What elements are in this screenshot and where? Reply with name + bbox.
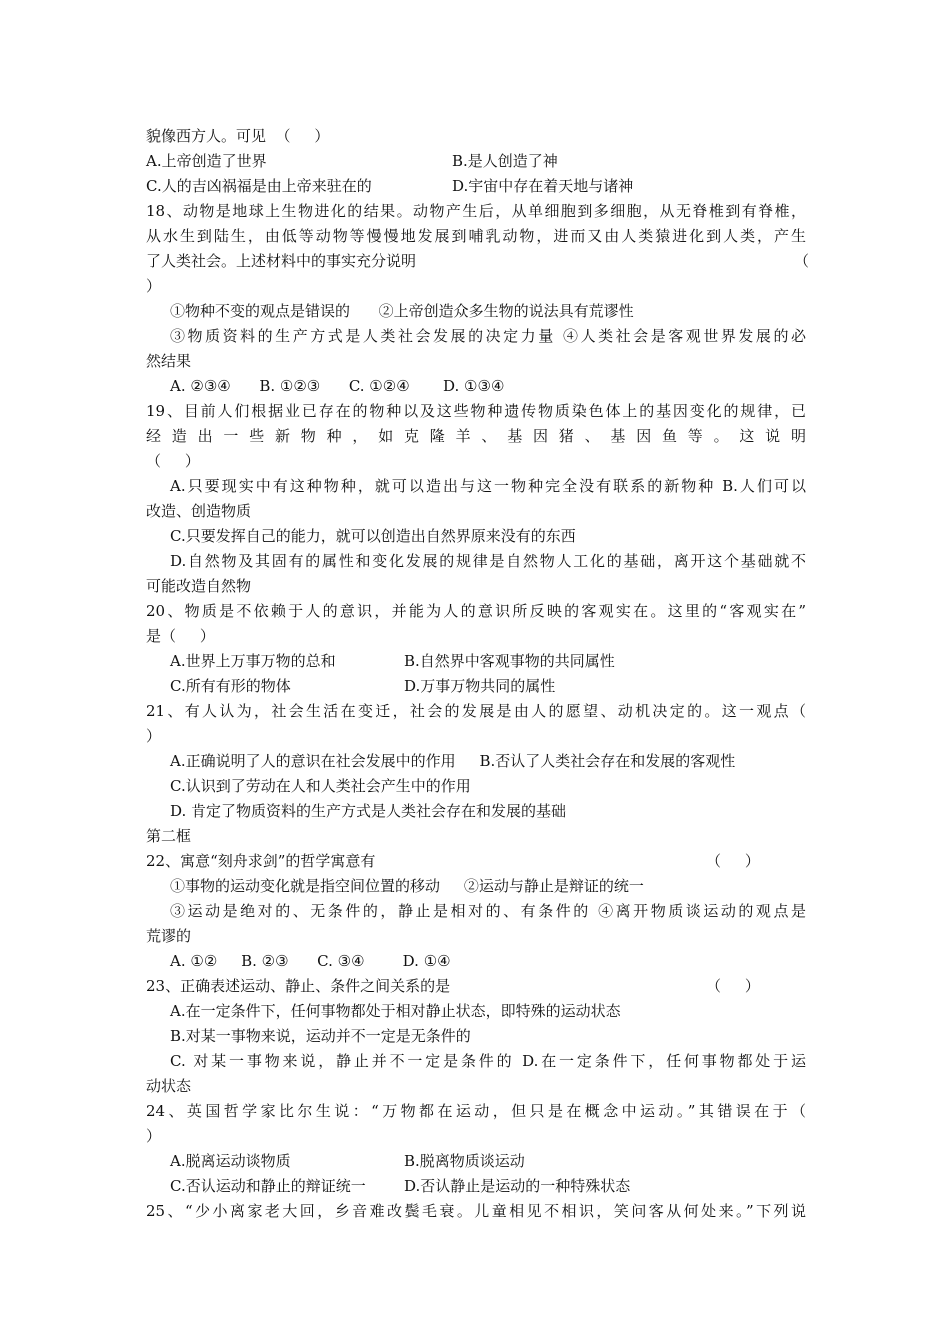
q17-option-c: C.人的吉凶祸福是由上帝来驻在的 — [146, 177, 372, 195]
q18-stem-line1: 18、动物是地球上生物进化的结果。动物产生后，从单细胞到多细胞，从无脊椎到有脊椎， — [146, 202, 806, 220]
q22-answer-bracket: （ ） — [706, 852, 760, 870]
q24-option-a: A.脱离运动谈物质 — [170, 1152, 291, 1170]
q22-choices: A. ①② B. ②③ C. ③④ D. ①④ — [170, 952, 451, 970]
q20-stem-line1: 20、物质是不依赖于人的意识，并能为人的意识所反映的客观实在。这里的“客观实在” — [146, 602, 806, 620]
q23-stem: 23、正确表述运动、静止、条件之间关系的是 — [146, 977, 451, 995]
q23-answer-bracket: （ ） — [706, 977, 760, 995]
q18-statement-1-2: ①物种不变的观点是错误的 ②上帝创造众多生物的说法具有荒谬性 — [170, 302, 634, 320]
q18-statement-4-tail: 然结果 — [146, 352, 192, 370]
q23-option-a: A.在一定条件下，任何事物都处于相对静止状态，即特殊的运动状态 — [170, 1002, 621, 1020]
q19-option-c: C.只要发挥自己的能力，就可以创造出自然界原来没有的东西 — [170, 527, 576, 545]
q23-option-b: B.对某一事物来说，运动并不一定是无条件的 — [170, 1027, 471, 1045]
q18-statement-3-4: ③物质资料的生产方式是人类社会发展的决定力量 ④人类社会是客观世界发展的必 — [170, 327, 806, 345]
q21-stem-line1: 21、有人认为，社会生活在变迁，社会的发展是由人的愿望、动机决定的。这一观点（ — [146, 702, 806, 720]
q21-option-c: C.认识到了劳动在人和人类社会产生中的作用 — [170, 777, 471, 795]
q24-option-c: C.否认运动和静止的辩证统一 — [170, 1177, 366, 1195]
q17-stem-tail: 貌像西方人。可见 （ ） — [146, 127, 330, 145]
q19-option-b-tail: 改造、创造物质 — [146, 502, 252, 520]
q20-option-b: B.自然界中客观事物的共同属性 — [404, 652, 615, 670]
q24-answer-bracket-close: ） — [146, 1127, 162, 1145]
q22-statement-4-tail: 荒谬的 — [146, 927, 192, 945]
q17-option-d: D.宇宙中存在着天地与诸神 — [452, 177, 634, 195]
q19-option-d: D.自然物及其固有的属性和变化发展的规律是自然物人工化的基础，离开这个基础就不 — [170, 552, 806, 570]
q24-stem-line1: 24、英国哲学家比尔生说：“万物都在运动，但只是在概念中运动。”其错误在于（ — [146, 1102, 806, 1120]
section-heading: 第二框 — [146, 827, 192, 845]
q20-stem-line2: 是（ ） — [146, 627, 215, 645]
q19-stem-line2: 经 造 出 一 些 新 物 种 ， 如 克 隆 羊 、 基 因 猪 、 基 因 鱼 等 。 这 说 明 — [146, 427, 806, 445]
q19-answer-bracket: （ ） — [146, 452, 200, 470]
q20-option-c: C.所有有形的物体 — [170, 677, 291, 695]
q19-stem-line1: 19、目前人们根据业已存在的物种以及这些物种遗传物质染色体上的基因变化的规律，已 — [146, 402, 806, 420]
q18-answer-bracket-close: ） — [146, 277, 162, 295]
q22-statement-3-4: ③运动是绝对的、无条件的，静止是相对的、有条件的 ④离开物质谈运动的观点是 — [170, 902, 806, 920]
q18-answer-bracket-open: （ — [794, 252, 810, 270]
q20-option-d: D.万事万物共同的属性 — [404, 677, 556, 695]
q23-option-d-tail: 动状态 — [146, 1077, 192, 1095]
q21-option-a-b: A.正确说明了人的意识在社会发展中的作用 B.否认了人类社会存在和发展的客观性 — [170, 752, 736, 770]
q19-option-d-tail: 可能改造自然物 — [146, 577, 252, 595]
q21-answer-bracket-close: ） — [146, 727, 162, 745]
q23-option-c-d: C. 对某一事物来说，静止并不一定是条件的 D.在一定条件下，任何事物都处于运 — [170, 1052, 806, 1070]
q20-option-a: A.世界上万事万物的总和 — [170, 652, 336, 670]
q17-option-a: A.上帝创造了世界 — [146, 152, 267, 170]
q24-option-b: B.脱离物质谈运动 — [404, 1152, 525, 1170]
q18-stem-line2: 从水生到陆生，由低等动物等慢慢地发展到哺乳动物，进而又由人类猿进化到人类，产生 — [146, 227, 806, 245]
q19-option-a-b: A.只要现实中有这种物种，就可以造出与这一物种完全没有联系的新物种 B.人们可以 — [170, 477, 806, 495]
q22-stem: 22、寓意“刻舟求剑”的哲学寓意有 — [146, 852, 376, 870]
q21-option-d: D. 肯定了物质资料的生产方式是人类社会存在和发展的基础 — [170, 802, 567, 820]
q18-choices: A. ②③④ B. ①②③ C. ①②④ D. ①③④ — [170, 377, 505, 395]
q17-option-b: B.是人创造了神 — [452, 152, 558, 170]
q22-statement-1-2: ①事物的运动变化就是指空间位置的移动 ②运动与静止是辩证的统一 — [170, 877, 644, 895]
q24-option-d: D.否认静止是运动的一种特殊状态 — [404, 1177, 631, 1195]
q25-stem-line1: 25、“少小离家老大回，乡音难改鬓毛衰。儿童相见不相识，笑问客从何处来。”下列说 — [146, 1202, 806, 1220]
q18-stem-line3: 了人类社会。上述材料中的事实充分说明 — [146, 252, 417, 270]
